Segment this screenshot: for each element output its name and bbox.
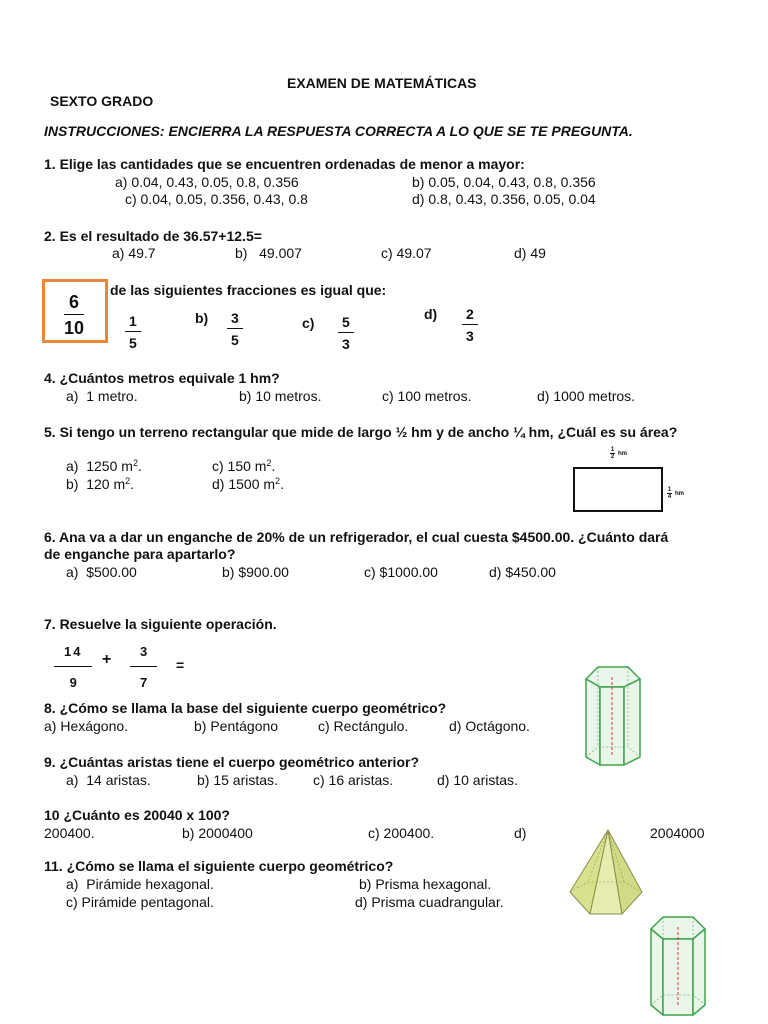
q5-option-b[interactable]: b) 120 $m^2$. <box>66 476 135 492</box>
q6-option-c[interactable]: c) $1000.00 <box>364 564 438 580</box>
q8-option-c[interactable]: c) Rectángulo. <box>318 718 409 734</box>
q2-option-a[interactable]: a) 49.7 <box>112 245 156 261</box>
q7-plus-sign: + <box>102 651 112 668</box>
q5-option-c[interactable]: c) 150 $m^2$. <box>212 458 276 474</box>
q9-option-c[interactable]: c) 16 aristas. <box>313 772 394 788</box>
q11-question: 11. ¿Cómo se llama el siguiente cuerpo geométrico? <box>44 858 394 874</box>
q3-question: de las siguientes fracciones es igual que: <box>110 282 387 298</box>
q4-option-a[interactable]: a) 1 metro. <box>66 388 138 404</box>
q1-option-a[interactable]: a) 0.04, 0.43, 0.05, 0.8, 0.356 <box>115 174 299 190</box>
q8-option-a[interactable]: a) Hexágono. <box>44 718 129 734</box>
q7-question: 7. Resuelve la siguiente operación. <box>44 616 277 632</box>
instructions: INSTRUCCIONES: ENCIERRA LA RESPUESTA CORRECTA A LO QUE SE TE PREGUNTA. <box>44 123 633 139</box>
q1-option-d[interactable]: d) 0.8, 0.43, 0.356, 0.05, 0.04 <box>412 191 596 207</box>
exam-title: EXAMEN DE MATEMÁTICAS <box>287 75 477 91</box>
q3-option-c-label[interactable]: c) <box>302 315 315 331</box>
hexagonal-prism-figure <box>649 915 709 1019</box>
q8-question: 8. ¿Cómo se llama la base del siguiente cuerpo geométrico? <box>44 700 447 716</box>
grade-label: SEXTO GRADO <box>50 93 154 109</box>
q4-option-c[interactable]: c) 100 metros. <box>382 388 472 404</box>
q4-option-b[interactable]: b) 10 metros. <box>239 388 322 404</box>
q7-fraction-1: 14 9 <box>54 645 92 689</box>
q6-question-line2: de enganche para apartarlo? <box>44 546 236 562</box>
q8-option-d[interactable]: d) Octágono. <box>449 718 530 734</box>
q3-option-b-label[interactable]: b) <box>195 310 209 326</box>
q3-option-d-label[interactable]: d) <box>424 306 438 322</box>
q6-option-a[interactable]: a) $500.00 <box>66 564 137 580</box>
pentagonal-pyramid-figure <box>568 828 644 916</box>
q2-option-c[interactable]: c) 49.07 <box>381 245 432 261</box>
q6-option-b[interactable]: b) $900.00 <box>222 564 289 580</box>
q9-option-d[interactable]: d) 10 aristas. <box>437 772 518 788</box>
q3-target-fraction: 6 10 <box>64 292 85 339</box>
q11-option-a[interactable]: a) Pirámide hexagonal. <box>66 876 214 892</box>
q5-option-d[interactable]: d) 1500 $m^2$. <box>212 476 284 492</box>
q3-option-b-fraction[interactable]: 3 5 <box>227 311 243 347</box>
q4-option-d[interactable]: d) 1000 metros. <box>537 388 636 404</box>
q2-option-d[interactable]: d) 49 <box>514 245 546 261</box>
q11-option-d[interactable]: d) Prisma cuadrangular. <box>355 894 504 910</box>
q10-question: 10 ¿Cuánto es 20040 x 100? <box>44 807 230 823</box>
q11-option-b[interactable]: b) Prisma hexagonal. <box>359 876 492 892</box>
q3-option-d-fraction[interactable]: 2 3 <box>462 307 478 343</box>
q1-option-b[interactable]: b) 0.05, 0.04, 0.43, 0.8, 0.356 <box>412 174 596 190</box>
q11-option-c[interactable]: c) Pirámide pentagonal. <box>66 894 214 910</box>
pentagonal-prism-figure <box>584 665 644 769</box>
q6-question-line1: 6. Ana va a dar un enganche de 20% de un refrigerador, el cual cuesta $4500.00. ¿Cuánto dará <box>44 529 669 545</box>
q7-fraction-2: 3 7 <box>130 645 157 689</box>
q5-top-dimension: 1 2 hm <box>610 447 627 460</box>
q8-option-b[interactable]: b) Pentágono <box>194 718 279 734</box>
q9-option-b[interactable]: b) 15 aristas. <box>197 772 278 788</box>
q9-option-a[interactable]: a) 14 aristas. <box>66 772 151 788</box>
q4-question: 4. ¿Cuántos metros equivale 1 hm? <box>44 370 280 386</box>
q10-option-c[interactable]: c) 200400. <box>368 825 435 841</box>
q1-question: 1. Elige las cantidades que se encuentren ordenadas de menor a mayor: <box>44 156 525 172</box>
q2-question: 2. Es el resultado de 36.57+12.5= <box>44 228 262 244</box>
q3-option-a-fraction[interactable]: 1 5 <box>125 314 141 350</box>
q5-option-a[interactable]: a) 1250 $m^2$. <box>66 458 142 474</box>
q6-option-d[interactable]: d) $450.00 <box>489 564 556 580</box>
q10-option-d-label[interactable]: d) <box>514 825 527 841</box>
q1-option-c[interactable]: c) 0.04, 0.05, 0.356, 0.43, 0.8 <box>125 191 308 207</box>
q5-question: 5. Si tengo un terreno rectangular que mide de largo ½ hm y de ancho ¼ hm, ¿Cuál es su área? <box>44 424 678 440</box>
q10-option-b[interactable]: b) 2000400 <box>182 825 253 841</box>
q2-option-b[interactable]: b) 49.007 <box>235 245 302 261</box>
q5-rectangle-figure <box>573 467 663 512</box>
q5-side-dimension: 1 4 hm <box>667 487 684 500</box>
q7-equals-sign: = <box>176 657 185 673</box>
q9-question: 9. ¿Cuántas aristas tiene el cuerpo geométrico anterior? <box>44 754 419 770</box>
q3-option-c-fraction[interactable]: 5 3 <box>338 315 354 351</box>
q10-option-d-value[interactable]: 2004000 <box>650 825 705 841</box>
q10-option-a[interactable]: 200400. <box>44 825 95 841</box>
